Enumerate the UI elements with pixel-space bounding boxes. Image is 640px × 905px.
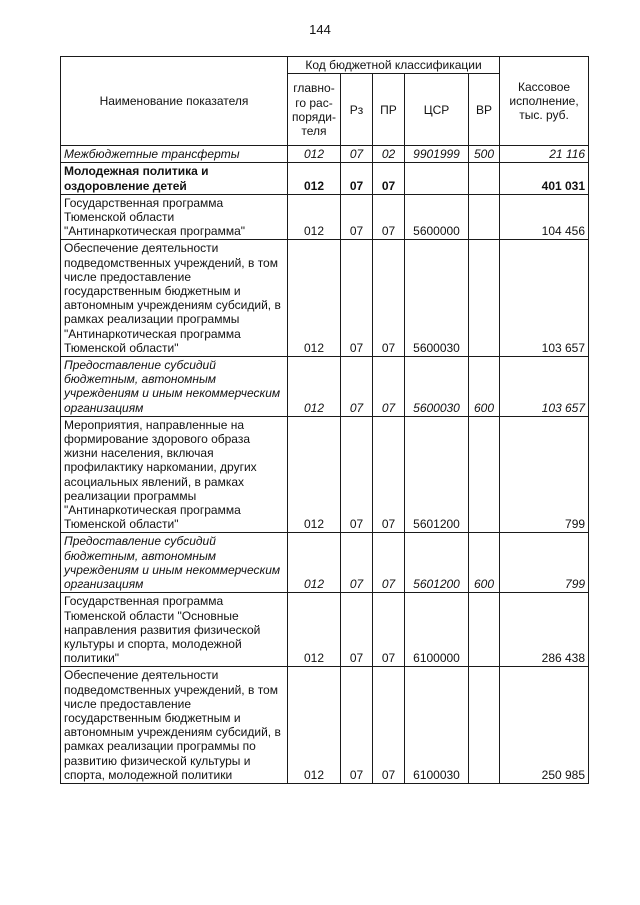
- cell-csr: 9901999: [405, 146, 469, 163]
- table-row: [61, 593, 589, 667]
- table-row: [61, 357, 589, 417]
- table-row: [61, 194, 589, 240]
- cell-amount: 401 031: [500, 163, 589, 194]
- cell-rz: 07: [341, 163, 373, 194]
- cell-amount: 286 438: [500, 593, 589, 667]
- cell-amount: 250 985: [500, 667, 589, 784]
- cell-amount: 104 456: [500, 194, 589, 240]
- cell-name: Молодежная политика и оздоровление детей: [61, 163, 288, 194]
- cell-name: Предоставление субсидий бюджетным, автономным учреждениям и иным некоммерческим организациям: [61, 357, 288, 417]
- cell-name: Государственная программа Тюменской области "Основные направления развития физической культуры и спорта, молодежной политики": [61, 593, 288, 667]
- cell-glavny: 012: [288, 667, 341, 784]
- cell-csr: [405, 163, 469, 194]
- cell-amount: 103 657: [500, 357, 589, 417]
- cell-csr: 6100000: [405, 593, 469, 667]
- cell-name: Государственная программа Тюменской области "Антинаркотическая программа": [61, 194, 288, 240]
- cell-glavny: 012: [288, 146, 341, 163]
- header-pr: ПР: [373, 74, 405, 146]
- budget-table: [60, 56, 589, 784]
- cell-glavny: 012: [288, 533, 341, 593]
- cell-name: Межбюджетные трансферты: [61, 146, 288, 163]
- header-csr: ЦСР: [405, 74, 469, 146]
- cell-glavny: 012: [288, 240, 341, 357]
- table-body: [61, 146, 589, 784]
- cell-name: Обеспечение деятельности подведомственных учреждений, в том числе предоставление государственным бюджетным и автономным учреждениям субсидий, в рамках реализации программы "Антинаркотическая программа Тюменской области": [61, 240, 288, 357]
- cell-pr: 07: [373, 163, 405, 194]
- cell-vr: [469, 416, 500, 533]
- table-row: [61, 240, 589, 357]
- page-number: 144: [309, 22, 331, 37]
- cell-glavny: 012: [288, 357, 341, 417]
- cell-glavny: 012: [288, 593, 341, 667]
- cell-pr: 07: [373, 667, 405, 784]
- cell-csr: 6100030: [405, 667, 469, 784]
- cell-vr: 500: [469, 146, 500, 163]
- cell-glavny: 012: [288, 416, 341, 533]
- cell-vr: [469, 240, 500, 357]
- cell-pr: 07: [373, 357, 405, 417]
- cell-amount: 21 116: [500, 146, 589, 163]
- table-row: [61, 146, 589, 163]
- table-row: [61, 416, 589, 533]
- cell-name: Обеспечение деятельности подведомственных учреждений, в том числе предоставление государственным бюджетным и автономным учреждениям субсидий, в рамках реализации программы по развитию физической культуры и спорта, молодежной политики: [61, 667, 288, 784]
- cell-rz: 07: [341, 194, 373, 240]
- cell-vr: 600: [469, 533, 500, 593]
- cell-rz: 07: [341, 667, 373, 784]
- cell-name: Предоставление субсидий бюджетным, автономным учреждениям и иным некоммерческим организациям: [61, 533, 288, 593]
- cell-rz: 07: [341, 240, 373, 357]
- cell-glavny: 012: [288, 194, 341, 240]
- cell-vr: [469, 593, 500, 667]
- cell-vr: [469, 194, 500, 240]
- table-row: [61, 163, 589, 194]
- cell-rz: 07: [341, 416, 373, 533]
- cell-vr: [469, 163, 500, 194]
- cell-pr: 07: [373, 240, 405, 357]
- cell-csr: 5600000: [405, 194, 469, 240]
- cell-pr: 07: [373, 533, 405, 593]
- cell-pr: 07: [373, 416, 405, 533]
- cell-glavny: 012: [288, 163, 341, 194]
- cell-vr: 600: [469, 357, 500, 417]
- cell-pr: 07: [373, 593, 405, 667]
- cell-pr: 07: [373, 194, 405, 240]
- cell-rz: 07: [341, 533, 373, 593]
- cell-csr: 5600030: [405, 357, 469, 417]
- cell-name: Мероприятия, направленные на формирование здорового образа жизни населения, включая профилактику наркомании, других асоциальных явлений, в рамках реализации программы "Антинаркотическая программа Тюменской области": [61, 416, 288, 533]
- table-row: [61, 667, 589, 784]
- header-name: Наименование показателя: [61, 57, 288, 146]
- header-rz: Рз: [341, 74, 373, 146]
- header-code-group: Код бюджетной классификации: [288, 57, 500, 74]
- table-row: [61, 533, 589, 593]
- cell-rz: 07: [341, 146, 373, 163]
- cell-amount: 103 657: [500, 240, 589, 357]
- cell-amount: 799: [500, 533, 589, 593]
- cell-csr: 5601200: [405, 533, 469, 593]
- cell-pr: 02: [373, 146, 405, 163]
- cell-csr: 5601200: [405, 416, 469, 533]
- cell-vr: [469, 667, 500, 784]
- table-header: [61, 57, 589, 146]
- header-vr: ВР: [469, 74, 500, 146]
- cell-rz: 07: [341, 357, 373, 417]
- header-glavny: главно-го рас-поряди-теля: [288, 74, 341, 146]
- cell-amount: 799: [500, 416, 589, 533]
- cell-rz: 07: [341, 593, 373, 667]
- header-amount: Кассовое исполнение, тыс. руб.: [500, 57, 589, 146]
- cell-csr: 5600030: [405, 240, 469, 357]
